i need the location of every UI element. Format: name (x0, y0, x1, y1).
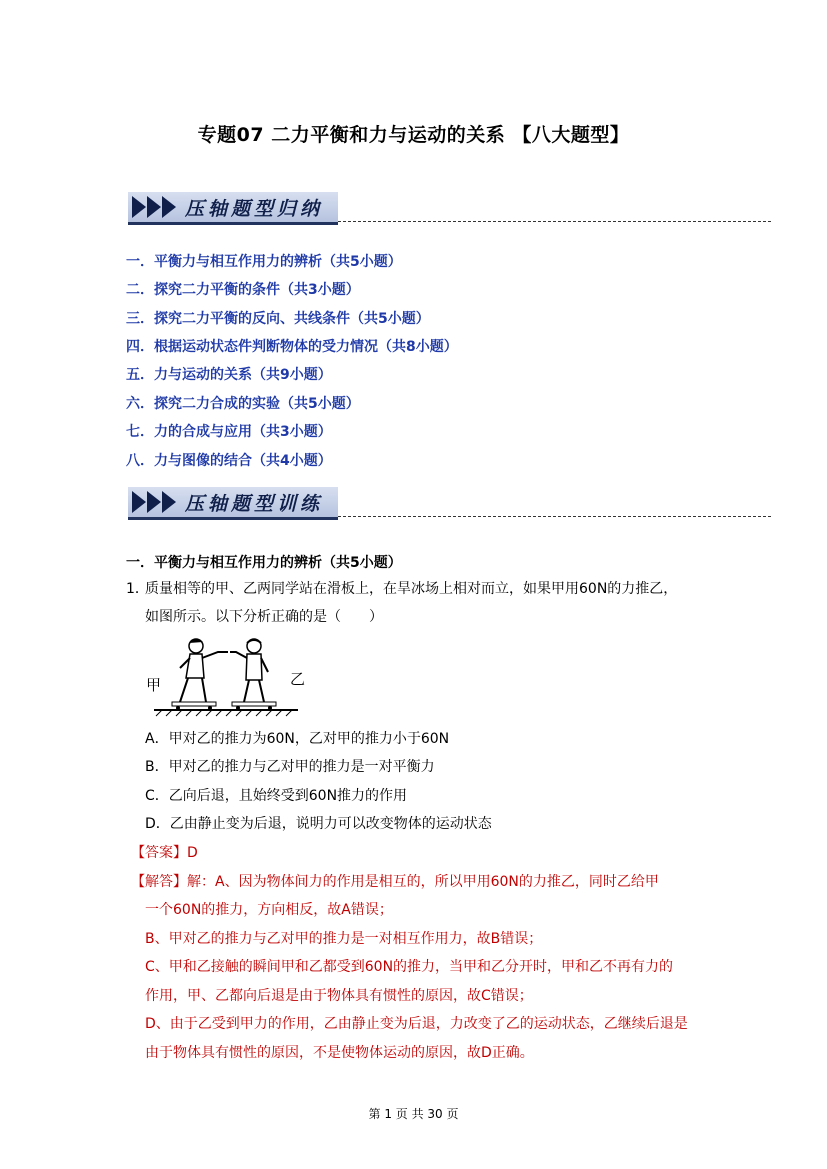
divider (338, 221, 771, 222)
analysis-label: 【解答】 (131, 874, 187, 890)
training-banner (128, 487, 338, 520)
toc-item[interactable]: 五．力与运动的关系（共9小题） (126, 367, 332, 383)
option-b[interactable]: B．甲对乙的推力与乙对甲的推力是一对平衡力 (145, 759, 435, 775)
analysis-line: B、甲对乙的推力与乙对甲的推力是一对相互作用力，故B错误； (145, 931, 543, 947)
analysis-line (131, 871, 659, 891)
option-d[interactable]: D．乙由静止变为后退，说明力可以改变物体的运动状态 (145, 816, 492, 832)
toc-item[interactable]: 四．根据运动状态件判断物体的受力情况（共8小题） (126, 339, 458, 355)
toc-item[interactable]: 七．力的合成与应用（共3小题） (126, 424, 332, 440)
training-banner-label: 压轴题型训练 (185, 492, 324, 515)
skaters-illustration (146, 632, 306, 722)
section-heading: 一．平衡力与相互作用力的辨析（共5小题） (126, 555, 402, 571)
page-footer: 第 1 页 共 30 页 (368, 1107, 459, 1121)
answer-label: 【答案】 (131, 845, 187, 861)
analysis-line: 由于物体具有惯性的原因，不是使物体运动的原因，故D正确。 (145, 1045, 534, 1061)
question-number: 1． (126, 581, 149, 597)
answer-value: D (187, 845, 198, 861)
summary-banner-label: 压轴题型归纳 (185, 197, 324, 220)
answer (131, 842, 198, 862)
toc-item[interactable]: 六．探究二力合成的实验（共5小题） (126, 396, 360, 412)
divider (338, 516, 771, 517)
toc-item[interactable]: 三．探究二力平衡的反向、共线条件（共5小题） (126, 311, 430, 327)
question-stem-line: 如图所示。以下分析正确的是（ ） (145, 609, 383, 625)
option-a[interactable]: A．甲对乙的推力为60N，乙对甲的推力小于60N (145, 731, 450, 747)
analysis-line: 一个60N的推力，方向相反，故A错误； (145, 902, 393, 918)
triple-arrow-icon (132, 491, 177, 513)
question-figure (146, 632, 306, 722)
toc-item[interactable]: 八．力与图像的结合（共4小题） (126, 453, 332, 469)
analysis-text: 解：A、因为物体间力的作用是相互的，所以甲用60N的力推乙，同时乙给甲 (187, 874, 659, 890)
summary-banner (128, 192, 338, 225)
toc-item[interactable]: 二．探究二力平衡的条件（共3小题） (126, 282, 360, 298)
toc-item[interactable]: 一．平衡力与相互作用力的辨析（共5小题） (126, 254, 402, 270)
question-stem-line: 质量相等的甲、乙两同学站在滑板上，在旱冰场上相对而立，如果甲用60N的力推乙， (145, 581, 678, 597)
analysis-line: C、甲和乙接触的瞬间甲和乙都受到60N的推力，当甲和乙分开时，甲和乙不再有力的 (145, 959, 674, 975)
analysis-line: 作用，甲、乙都向后退是由于物体具有惯性的原因，故C错误； (145, 988, 533, 1004)
triple-arrow-icon (132, 196, 177, 218)
page-title: 专题07 二力平衡和力与运动的关系 【八大题型】 (197, 124, 630, 146)
figure-label-right: 乙 (290, 670, 306, 688)
figure-label-left: 甲 (146, 676, 162, 694)
analysis-line: D、由于乙受到甲力的作用，乙由静止变为后退，力改变了乙的运动状态，乙继续后退是 (145, 1016, 688, 1032)
option-c[interactable]: C．乙向后退，且始终受到60N推力的作用 (145, 788, 408, 804)
